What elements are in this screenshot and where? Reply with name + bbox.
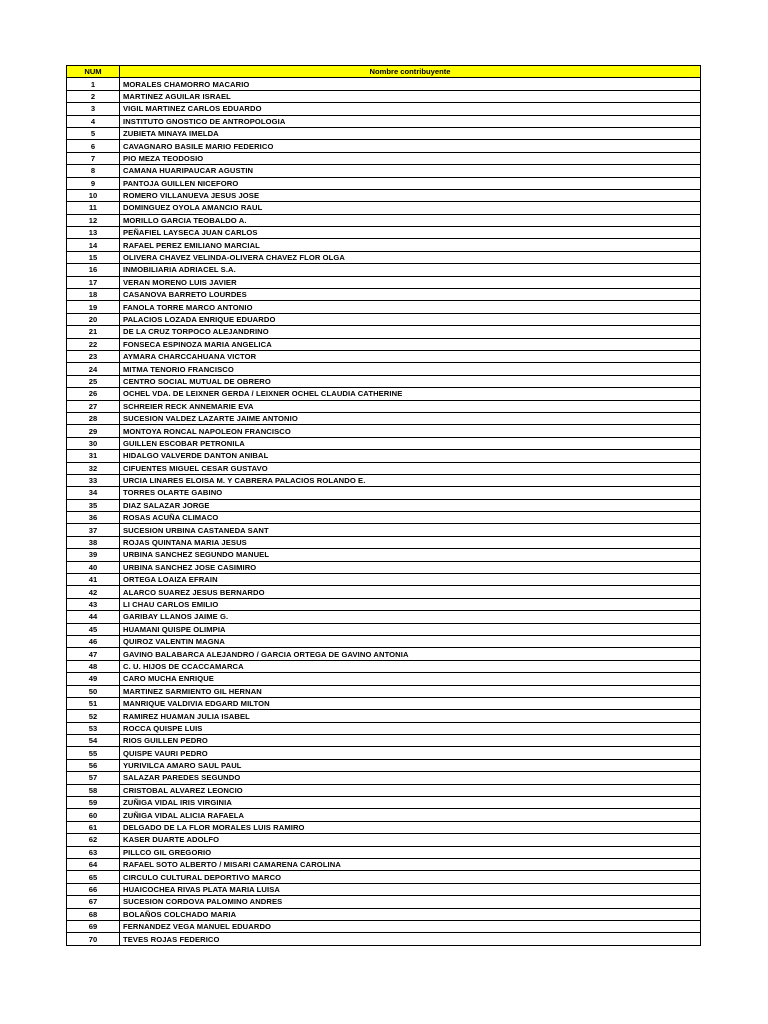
contribuyente-name: URBINA SANCHEZ JOSE CASIMIRO bbox=[120, 561, 701, 573]
contribuyente-name: MONTOYA RONCAL NAPOLEON FRANCISCO bbox=[120, 425, 701, 437]
contribuyente-name: AYMARA CHARCCAHUANA VICTOR bbox=[120, 350, 701, 362]
table-row bbox=[67, 474, 701, 486]
contribuyente-name: HUAMANI QUISPE OLIMPIA bbox=[120, 623, 701, 635]
table-row bbox=[67, 326, 701, 338]
table-row bbox=[67, 140, 701, 152]
table-row bbox=[67, 747, 701, 759]
row-number: 5 bbox=[67, 127, 120, 139]
row-number: 32 bbox=[67, 462, 120, 474]
row-number: 45 bbox=[67, 623, 120, 635]
row-number: 68 bbox=[67, 908, 120, 920]
contribuyente-name: CIFUENTES MIGUEL CESAR GUSTAVO bbox=[120, 462, 701, 474]
contribuyente-name: MARTINEZ AGUILAR ISRAEL bbox=[120, 90, 701, 102]
row-number: 42 bbox=[67, 586, 120, 598]
row-number: 8 bbox=[67, 165, 120, 177]
row-number: 27 bbox=[67, 400, 120, 412]
table-row bbox=[67, 859, 701, 871]
table-row bbox=[67, 103, 701, 115]
contribuyente-name: ROSAS ACUÑA CLIMACO bbox=[120, 512, 701, 524]
row-number: 1 bbox=[67, 78, 120, 90]
table-row bbox=[67, 611, 701, 623]
contribuyente-name: C. U. HIJOS DE CCACCAMARCA bbox=[120, 660, 701, 672]
row-number: 9 bbox=[67, 177, 120, 189]
table-row bbox=[67, 809, 701, 821]
contribuyente-name: PANTOJA GUILLEN NICEFORO bbox=[120, 177, 701, 189]
table-row bbox=[67, 202, 701, 214]
row-number: 55 bbox=[67, 747, 120, 759]
table-row bbox=[67, 598, 701, 610]
contribuyente-name: CASANOVA BARRETO LOURDES bbox=[120, 289, 701, 301]
table-row bbox=[67, 425, 701, 437]
table-row bbox=[67, 251, 701, 263]
table-row bbox=[67, 127, 701, 139]
contribuyente-name: URBINA SANCHEZ SEGUNDO MANUEL bbox=[120, 549, 701, 561]
row-number: 35 bbox=[67, 499, 120, 511]
table-row bbox=[67, 685, 701, 697]
row-number: 39 bbox=[67, 549, 120, 561]
table-row bbox=[67, 152, 701, 164]
contribuyente-name: YURIVILCA AMARO SAUL PAUL bbox=[120, 759, 701, 771]
row-number: 70 bbox=[67, 933, 120, 945]
contribuyente-name: ORTEGA LOAIZA EFRAIN bbox=[120, 574, 701, 586]
contribuyentes-table bbox=[66, 65, 701, 946]
contribuyente-name: QUIROZ VALENTIN MAGNA bbox=[120, 635, 701, 647]
name-column-header: Nombre contribuyente bbox=[120, 66, 701, 78]
row-number: 3 bbox=[67, 103, 120, 115]
table-row bbox=[67, 450, 701, 462]
table-row bbox=[67, 177, 701, 189]
row-number: 49 bbox=[67, 673, 120, 685]
table-row bbox=[67, 574, 701, 586]
contribuyente-name: CAMANA HUARIPAUCAR AGUSTIN bbox=[120, 165, 701, 177]
table-row bbox=[67, 784, 701, 796]
contribuyente-name: VERAN MORENO LUIS JAVIER bbox=[120, 276, 701, 288]
contribuyente-name: CARO MUCHA ENRIQUE bbox=[120, 673, 701, 685]
row-number: 14 bbox=[67, 239, 120, 251]
row-number: 47 bbox=[67, 648, 120, 660]
row-number: 62 bbox=[67, 834, 120, 846]
table-row bbox=[67, 549, 701, 561]
contribuyente-name: DELGADO DE LA FLOR MORALES LUIS RAMIRO bbox=[120, 821, 701, 833]
row-number: 67 bbox=[67, 896, 120, 908]
table-row bbox=[67, 512, 701, 524]
row-number: 10 bbox=[67, 189, 120, 201]
row-number: 11 bbox=[67, 202, 120, 214]
table-row bbox=[67, 896, 701, 908]
row-number: 33 bbox=[67, 474, 120, 486]
table-row bbox=[67, 214, 701, 226]
row-number: 58 bbox=[67, 784, 120, 796]
row-number: 2 bbox=[67, 90, 120, 102]
table-row bbox=[67, 239, 701, 251]
contribuyente-name: TORRES OLARTE GABINO bbox=[120, 487, 701, 499]
table-row bbox=[67, 821, 701, 833]
contribuyente-name: GAVINO BALABARCA ALEJANDRO / GARCIA ORTEGA DE GAVINO ANTONIA bbox=[120, 648, 701, 660]
contribuyente-name: LI CHAU CARLOS EMILIO bbox=[120, 598, 701, 610]
row-number: 50 bbox=[67, 685, 120, 697]
row-number: 22 bbox=[67, 338, 120, 350]
table-row bbox=[67, 264, 701, 276]
contribuyente-name: BOLAÑOS COLCHADO MARIA bbox=[120, 908, 701, 920]
contribuyente-name: OCHEL VDA. DE LEIXNER GERDA / LEIXNER OCHEL CLAUDIA CATHERINE bbox=[120, 388, 701, 400]
table-row bbox=[67, 871, 701, 883]
contribuyente-name: RAMIREZ HUAMAN JULIA ISABEL bbox=[120, 710, 701, 722]
row-number: 15 bbox=[67, 251, 120, 263]
table-row bbox=[67, 561, 701, 573]
row-number: 20 bbox=[67, 313, 120, 325]
table-row bbox=[67, 834, 701, 846]
table-row bbox=[67, 759, 701, 771]
contribuyente-name: SUCESION VALDEZ LAZARTE JAIME ANTONIO bbox=[120, 412, 701, 424]
contribuyente-name: INSTITUTO GNOSTICO DE ANTROPOLOGIA bbox=[120, 115, 701, 127]
row-number: 38 bbox=[67, 536, 120, 548]
contribuyente-name: OLIVERA CHAVEZ VELINDA-OLIVERA CHAVEZ FLOR OLGA bbox=[120, 251, 701, 263]
table-row bbox=[67, 115, 701, 127]
row-number: 13 bbox=[67, 227, 120, 239]
table-row bbox=[67, 908, 701, 920]
contribuyente-name: RIOS GUILLEN PEDRO bbox=[120, 735, 701, 747]
table-row bbox=[67, 722, 701, 734]
row-number: 26 bbox=[67, 388, 120, 400]
contribuyente-name: FONSECA ESPINOZA MARIA ANGELICA bbox=[120, 338, 701, 350]
contribuyente-name: CAVAGNARO BASILE MARIO FEDERICO bbox=[120, 140, 701, 152]
table-row bbox=[67, 276, 701, 288]
contribuyente-name: SUCESION URBINA CASTANEDA SANT bbox=[120, 524, 701, 536]
contribuyente-name: ROJAS QUINTANA MARIA JESUS bbox=[120, 536, 701, 548]
table-row bbox=[67, 710, 701, 722]
contribuyente-name: RAFAEL PEREZ EMILIANO MARCIAL bbox=[120, 239, 701, 251]
row-number: 30 bbox=[67, 437, 120, 449]
row-number: 64 bbox=[67, 859, 120, 871]
row-number: 28 bbox=[67, 412, 120, 424]
row-number: 24 bbox=[67, 363, 120, 375]
table-row bbox=[67, 635, 701, 647]
row-number: 21 bbox=[67, 326, 120, 338]
contribuyentes-sheet bbox=[66, 65, 700, 946]
contribuyente-name: ROCCA QUISPE LUIS bbox=[120, 722, 701, 734]
table-row bbox=[67, 846, 701, 858]
row-number: 37 bbox=[67, 524, 120, 536]
row-number: 65 bbox=[67, 871, 120, 883]
contribuyente-name: PALACIOS LOZADA ENRIQUE EDUARDO bbox=[120, 313, 701, 325]
contribuyente-name: URCIA LINARES ELOISA M. Y CABRERA PALACIOS ROLANDO E. bbox=[120, 474, 701, 486]
contribuyente-name: ALARCO SUAREZ JESUS BERNARDO bbox=[120, 586, 701, 598]
row-number: 56 bbox=[67, 759, 120, 771]
table-row bbox=[67, 623, 701, 635]
table-row bbox=[67, 289, 701, 301]
contribuyente-name: DOMINGUEZ OYOLA AMANCIO RAUL bbox=[120, 202, 701, 214]
row-number: 57 bbox=[67, 772, 120, 784]
table-row bbox=[67, 648, 701, 660]
row-number: 48 bbox=[67, 660, 120, 672]
row-number: 31 bbox=[67, 450, 120, 462]
table-row bbox=[67, 797, 701, 809]
row-number: 43 bbox=[67, 598, 120, 610]
contribuyente-name: HIDALGO VALVERDE DANTON ANIBAL bbox=[120, 450, 701, 462]
contribuyente-name: GARIBAY LLANOS JAIME G. bbox=[120, 611, 701, 623]
row-number: 25 bbox=[67, 375, 120, 387]
table-row bbox=[67, 524, 701, 536]
table-row bbox=[67, 375, 701, 387]
table-row bbox=[67, 363, 701, 375]
table-row bbox=[67, 735, 701, 747]
table-row bbox=[67, 189, 701, 201]
row-number: 40 bbox=[67, 561, 120, 573]
contribuyente-name: SCHREIER RECK ANNEMARIE EVA bbox=[120, 400, 701, 412]
table-row bbox=[67, 697, 701, 709]
table-row bbox=[67, 388, 701, 400]
table-row bbox=[67, 350, 701, 362]
row-number: 63 bbox=[67, 846, 120, 858]
contribuyente-name: KASER DUARTE ADOLFO bbox=[120, 834, 701, 846]
row-number: 66 bbox=[67, 883, 120, 895]
contribuyente-name: ZUÑIGA VIDAL IRIS VIRGINIA bbox=[120, 797, 701, 809]
row-number: 34 bbox=[67, 487, 120, 499]
row-number: 52 bbox=[67, 710, 120, 722]
row-number: 7 bbox=[67, 152, 120, 164]
table-row bbox=[67, 536, 701, 548]
contribuyente-name: SUCESION CORDOVA PALOMINO ANDRES bbox=[120, 896, 701, 908]
row-number: 16 bbox=[67, 264, 120, 276]
table-row bbox=[67, 487, 701, 499]
row-number: 59 bbox=[67, 797, 120, 809]
row-number: 23 bbox=[67, 350, 120, 362]
row-number: 46 bbox=[67, 635, 120, 647]
table-row bbox=[67, 90, 701, 102]
row-number: 29 bbox=[67, 425, 120, 437]
contribuyente-name: FANOLA TORRE MARCO ANTONIO bbox=[120, 301, 701, 313]
contribuyente-name: FERNANDEZ VEGA MANUEL EDUARDO bbox=[120, 920, 701, 932]
table-row bbox=[67, 165, 701, 177]
contribuyente-name: DE LA CRUZ TORPOCO ALEJANDRINO bbox=[120, 326, 701, 338]
row-number: 41 bbox=[67, 574, 120, 586]
contribuyente-name: QUISPE VAURI PEDRO bbox=[120, 747, 701, 759]
contribuyente-name: HUAICOCHEA RIVAS PLATA MARIA LUISA bbox=[120, 883, 701, 895]
table-row bbox=[67, 673, 701, 685]
contribuyente-name: SALAZAR PAREDES SEGUNDO bbox=[120, 772, 701, 784]
table-row bbox=[67, 462, 701, 474]
contribuyente-name: PIO MEZA TEODOSIO bbox=[120, 152, 701, 164]
table-row bbox=[67, 313, 701, 325]
table-row bbox=[67, 772, 701, 784]
table-row bbox=[67, 586, 701, 598]
contribuyente-name: MORILLO GARCIA TEOBALDO A. bbox=[120, 214, 701, 226]
table-body bbox=[67, 78, 701, 945]
row-number: 53 bbox=[67, 722, 120, 734]
contribuyente-name: CRISTOBAL ALVAREZ LEONCIO bbox=[120, 784, 701, 796]
table-row bbox=[67, 78, 701, 90]
contribuyente-name: CIRCULO CULTURAL DEPORTIVO MARCO bbox=[120, 871, 701, 883]
table-row bbox=[67, 412, 701, 424]
row-number: 69 bbox=[67, 920, 120, 932]
contribuyente-name: MORALES CHAMORRO MACARIO bbox=[120, 78, 701, 90]
contribuyente-name: ZUBIETA MINAYA IMELDA bbox=[120, 127, 701, 139]
contribuyente-name: PILLCO GIL GREGORIO bbox=[120, 846, 701, 858]
table-row bbox=[67, 338, 701, 350]
contribuyente-name: ZUÑIGA VIDAL ALICIA RAFAELA bbox=[120, 809, 701, 821]
row-number: 4 bbox=[67, 115, 120, 127]
row-number: 36 bbox=[67, 512, 120, 524]
contribuyente-name: DIAZ SALAZAR JORGE bbox=[120, 499, 701, 511]
row-number: 6 bbox=[67, 140, 120, 152]
row-number: 44 bbox=[67, 611, 120, 623]
contribuyente-name: MARTINEZ SARMIENTO GIL HERNAN bbox=[120, 685, 701, 697]
table-row bbox=[67, 227, 701, 239]
row-number: 17 bbox=[67, 276, 120, 288]
contribuyente-name: CENTRO SOCIAL MUTUAL DE OBRERO bbox=[120, 375, 701, 387]
row-number: 60 bbox=[67, 809, 120, 821]
contribuyente-name: MITMA TENORIO FRANCISCO bbox=[120, 363, 701, 375]
contribuyente-name: MANRIQUE VALDIVIA EDGARD MILTON bbox=[120, 697, 701, 709]
row-number: 12 bbox=[67, 214, 120, 226]
contribuyente-name: ROMERO VILLANUEVA JESUS JOSE bbox=[120, 189, 701, 201]
table-row bbox=[67, 920, 701, 932]
row-number: 54 bbox=[67, 735, 120, 747]
contribuyente-name: VIGIL MARTINEZ CARLOS EDUARDO bbox=[120, 103, 701, 115]
row-number: 18 bbox=[67, 289, 120, 301]
row-number: 61 bbox=[67, 821, 120, 833]
table-row bbox=[67, 301, 701, 313]
contribuyente-name: TEVES ROJAS FEDERICO bbox=[120, 933, 701, 945]
contribuyente-name: INMOBILIARIA ADRIACEL S.A. bbox=[120, 264, 701, 276]
row-number: 51 bbox=[67, 697, 120, 709]
table-row bbox=[67, 499, 701, 511]
num-column-header: NUM bbox=[67, 66, 120, 78]
contribuyente-name: GUILLEN ESCOBAR PETRONILA bbox=[120, 437, 701, 449]
row-number: 19 bbox=[67, 301, 120, 313]
table-row bbox=[67, 883, 701, 895]
table-row bbox=[67, 933, 701, 945]
table-row bbox=[67, 400, 701, 412]
contribuyente-name: PEÑAFIEL LAYSECA JUAN CARLOS bbox=[120, 227, 701, 239]
header-row bbox=[67, 66, 701, 78]
contribuyente-name: RAFAEL SOTO ALBERTO / MISARI CAMARENA CAROLINA bbox=[120, 859, 701, 871]
table-row bbox=[67, 437, 701, 449]
table-row bbox=[67, 660, 701, 672]
